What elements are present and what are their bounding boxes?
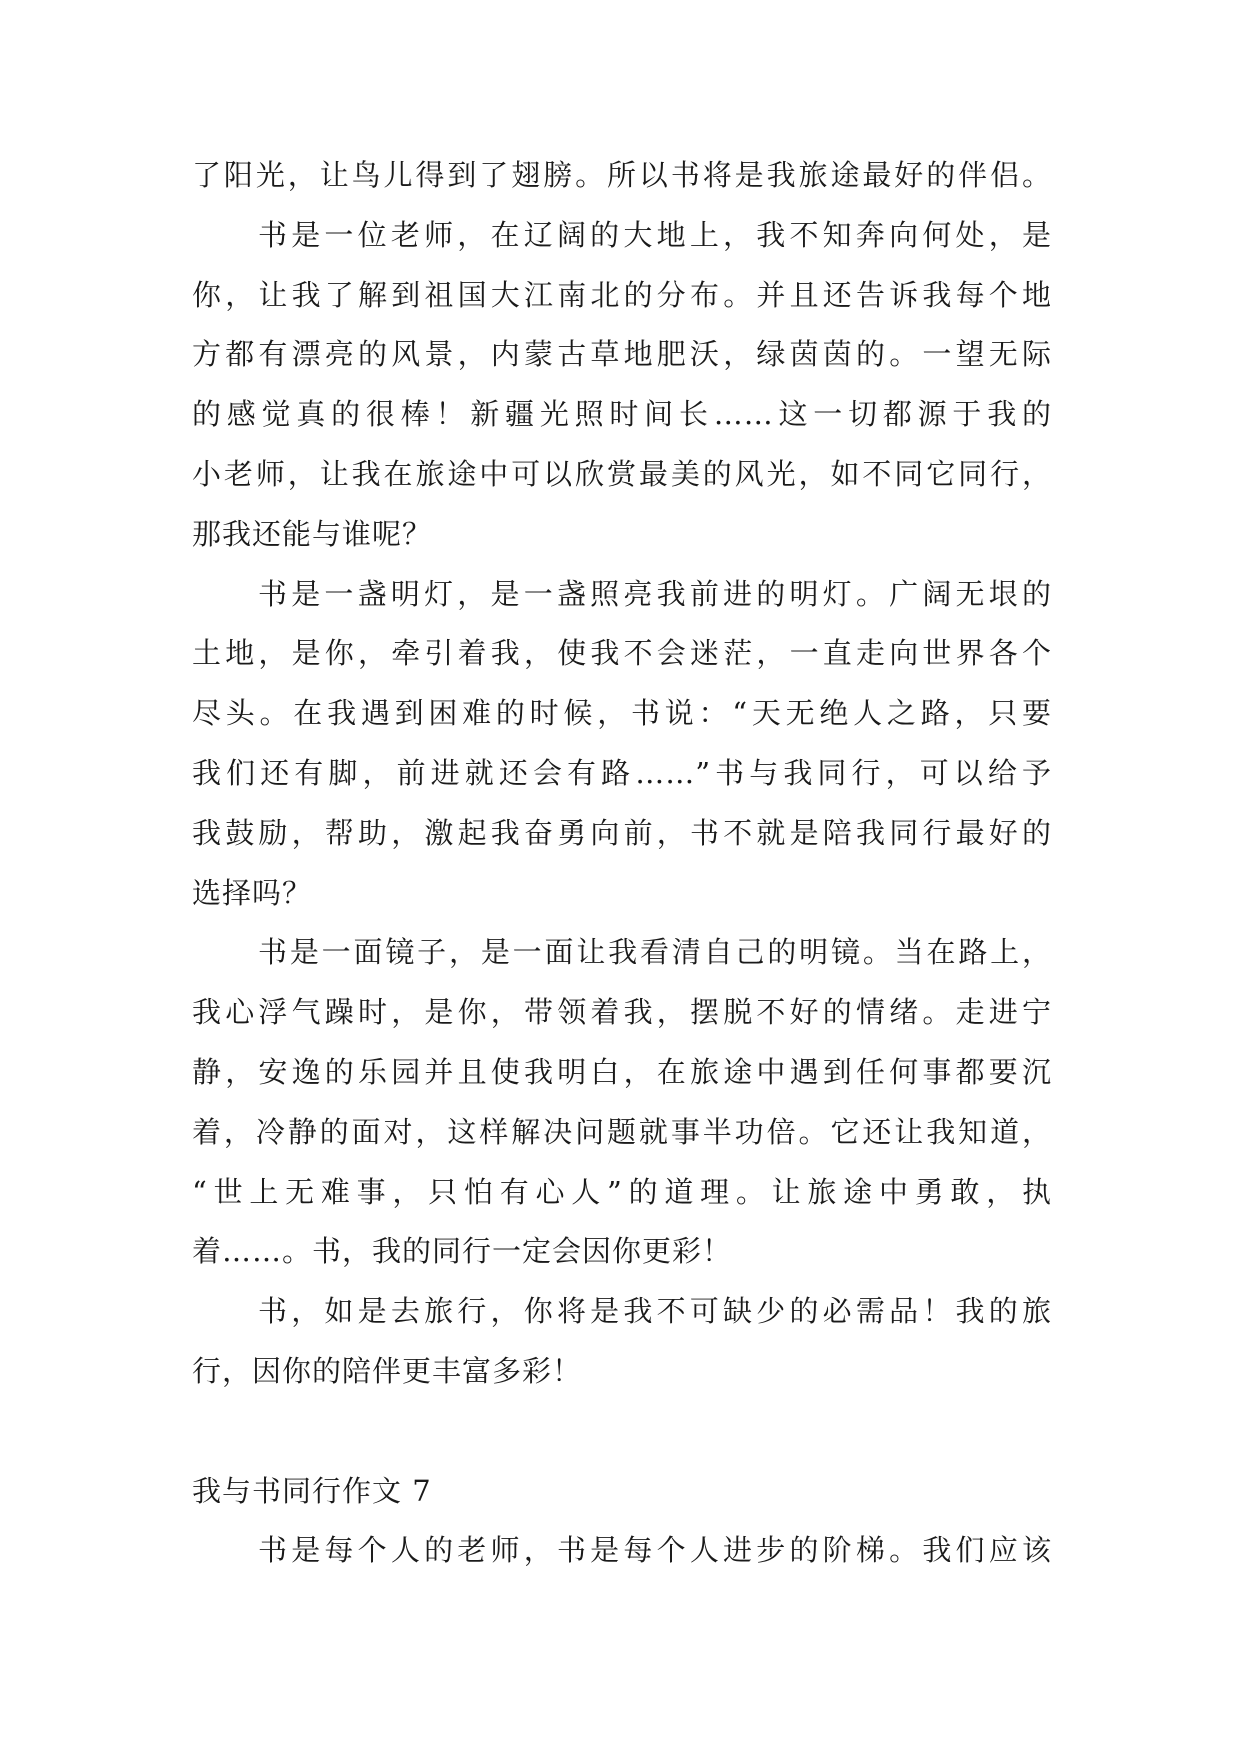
text-line: 尽头。在我遇到困难的时候，书说：“天无绝人之路，只要 xyxy=(192,696,1052,731)
text-line: 书，如是去旅行，你将是我不可缺少的必需品！我的旅 xyxy=(258,1294,1052,1329)
text-line: “世上无难事，只怕有心人”的道理。让旅途中勇敢，执 xyxy=(192,1174,1052,1209)
text-line: 那我还能与谁呢？ xyxy=(192,516,433,551)
text-line: 你，让我了解到祖国大江南北的分布。并且还告诉我每个地 xyxy=(192,277,1052,312)
text-line: 着……。书，我的同行一定会因你更彩！ xyxy=(192,1234,733,1269)
text-line: 的感觉真的很棒！新疆光照时间长……这一切都源于我的 xyxy=(192,397,1052,432)
text-line: 着，冷静的面对，这样解决问题就事半功倍。它还让我知道， xyxy=(192,1114,1052,1149)
paragraph xyxy=(192,158,1052,192)
document-body xyxy=(192,158,1052,1593)
paragraph xyxy=(192,577,1052,910)
text-line: 书是每个人的老师，书是每个人进步的阶梯。我们应该 xyxy=(258,1533,1052,1568)
text-line: 我心浮气躁时，是你，带领着我，摆脱不好的情绪。走进宁 xyxy=(192,995,1052,1030)
text-line: 土地，是你，牵引着我，使我不会迷茫，一直走向世界各个 xyxy=(192,636,1052,671)
text-line: 小老师，让我在旅途中可以欣赏最美的风光，如不同它同行， xyxy=(192,456,1052,491)
section-heading: 我与书同行作文 7 xyxy=(192,1473,432,1508)
text-line: 书是一位老师，在辽阔的大地上，我不知奔向何处，是 xyxy=(258,217,1052,252)
text-line: 行，因你的陪伴更丰富多彩！ xyxy=(192,1353,583,1388)
text-line: 静，安逸的乐园并且使我明白，在旅途中遇到任何事都要沉 xyxy=(192,1054,1052,1089)
text-line: 我鼓励，帮助，激起我奋勇向前，书不就是陪我同行最好的 xyxy=(192,815,1052,850)
text-line: 书是一盏明灯，是一盏照亮我前进的明灯。广阔无垠的 xyxy=(258,576,1052,611)
blank-line xyxy=(192,1414,1052,1448)
text-line: 方都有漂亮的风景，内蒙古草地肥沃，绿茵茵的。一望无际 xyxy=(192,337,1052,372)
paragraph xyxy=(192,1294,1052,1388)
text-line: 我们还有脚，前进就还会有路……”书与我同行，可以给予 xyxy=(192,755,1052,790)
text-line: 了阳光，让鸟儿得到了翅膀。所以书将是我旅途最好的伴侣。 xyxy=(192,158,1052,192)
text-line: 选择吗？ xyxy=(192,875,313,910)
paragraph xyxy=(192,218,1052,551)
paragraph xyxy=(192,1533,1052,1567)
text-line: 书是一面镜子，是一面让我看清自己的明镜。当在路上， xyxy=(258,935,1052,970)
paragraph xyxy=(192,935,1052,1268)
